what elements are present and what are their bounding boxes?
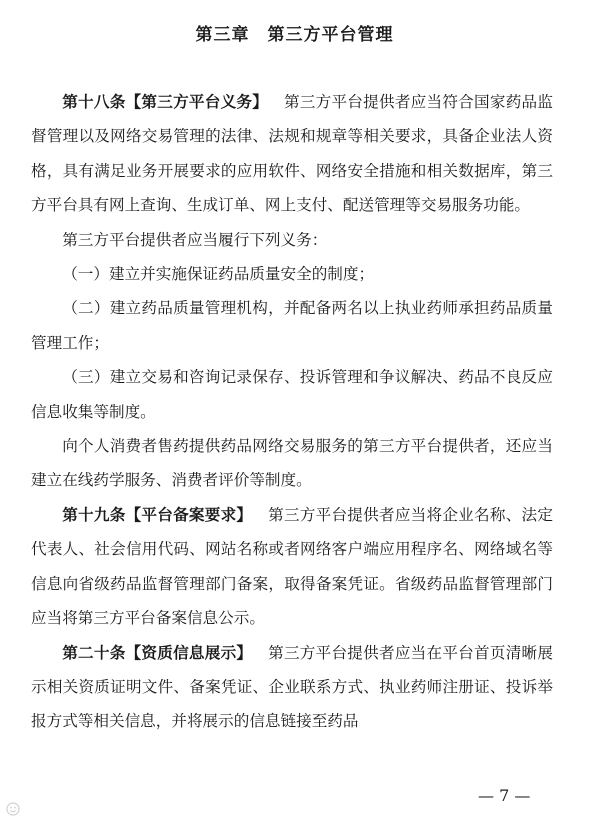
obligation-item bbox=[31, 291, 553, 360]
article-text: 第三方平台提供者应当符合国家药品监督管理以及网络交易管理的法律、法规和规章等相关要求，具备企业法人资格，具有满足业务开展要求的应用软件、网络安全措施和相关数据库，第三方平台具有网上查询、生成订单、网上支付、配送管理等交易服务功能。 bbox=[31, 93, 553, 215]
obligations-intro bbox=[31, 223, 553, 257]
smiley-logo-icon bbox=[6, 802, 20, 816]
article-heading: 第二十条【资质信息展示】 bbox=[62, 643, 253, 662]
chapter-title: 第三章 第三方平台管理 bbox=[195, 25, 394, 45]
obligation-item bbox=[31, 257, 553, 291]
paragraph-text: （三）建立交易和咨询记录保存、投诉管理和争议解决、药品不良反应信息收集等制度。 bbox=[31, 368, 553, 421]
article-heading: 第十九条【平台备案要求】 bbox=[62, 505, 253, 524]
article-heading: 第十八条【第三方平台义务】 bbox=[62, 93, 269, 111]
paragraph-text: 第三方平台提供者应当履行下列义务： bbox=[62, 230, 328, 249]
article-paragraph bbox=[31, 636, 553, 739]
page-number: — 7 — bbox=[478, 786, 531, 805]
paragraph-text: 向个人消费者售药提供药品网络交易服务的第三方平台提供者，还应当建立在线药学服务、消费者评价等制度。 bbox=[31, 437, 553, 490]
consumer-paragraph bbox=[31, 429, 553, 498]
paragraph-text: （二）建立药品质量管理机构，并配备两名以上执业药师承担药品质量管理工作； bbox=[31, 299, 553, 352]
watermark bbox=[6, 802, 20, 816]
article-paragraph bbox=[31, 498, 553, 636]
paragraph-text: （一）建立并实施保证药品质量安全的制度； bbox=[62, 265, 375, 284]
article-paragraph bbox=[31, 85, 553, 223]
article-text: 第三方平台提供者应当在平台首页清晰展示相关资质证明文件、备案凭证、企业联系方式、执业药师注册证、投诉举报方式等相关信息，并将展示的信息链接至药品 bbox=[31, 643, 553, 731]
obligation-item bbox=[31, 360, 553, 429]
document-body bbox=[31, 85, 553, 739]
article-text: 第三方平台提供者应当将企业名称、法定代表人、社会信用代码、网站名称或者网络客户端应用程序名、网络域名等信息向省级药品监督管理部门备案，取得备案凭证。省级药品监督管理部门应当将第三方平台备案信息公示。 bbox=[31, 505, 553, 628]
